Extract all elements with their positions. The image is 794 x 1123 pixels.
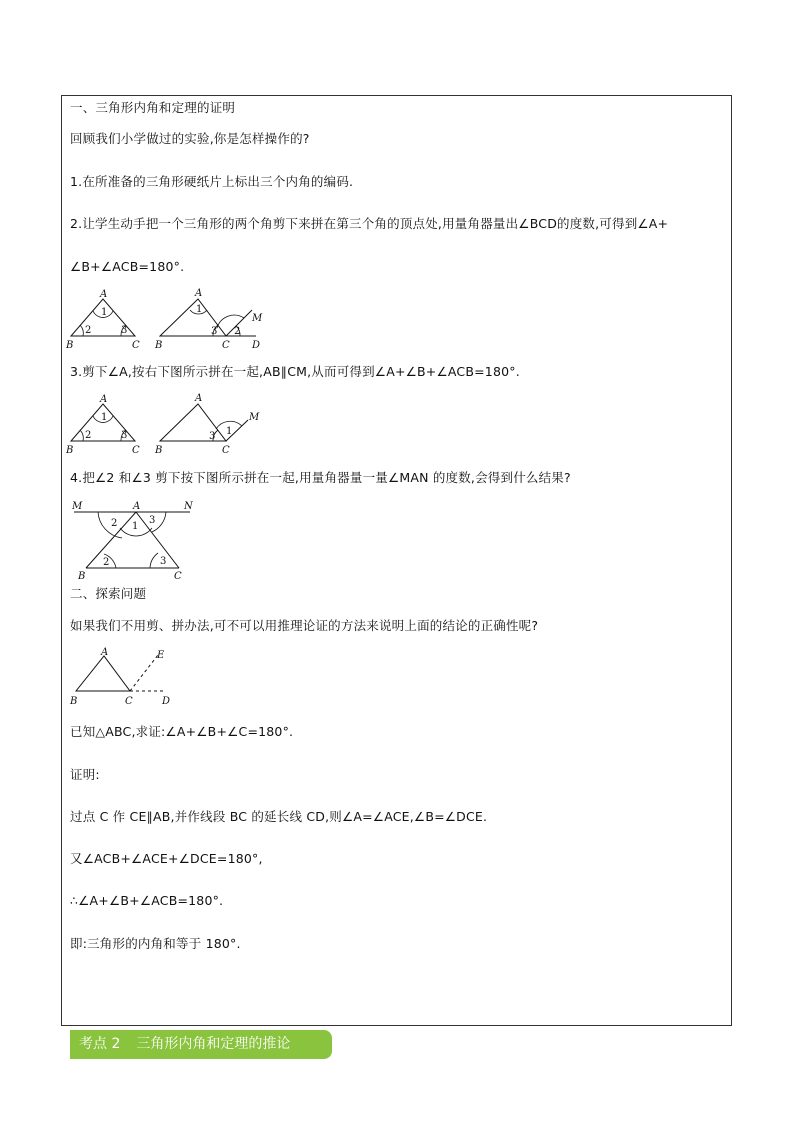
fig2-left-num-1: 1 bbox=[101, 412, 108, 423]
fig2-right-label-M: M bbox=[249, 412, 260, 423]
fig1-left-num-3: 3 bbox=[121, 325, 128, 336]
fig1-right-num-3: 3 bbox=[211, 326, 218, 337]
fig1-left-num-2: 2 bbox=[85, 325, 92, 336]
fig1-right-label-B: B bbox=[155, 340, 163, 351]
fig1-left-label-C: C bbox=[132, 340, 140, 351]
fig2-left-label-C: C bbox=[132, 445, 140, 456]
fig2-right-label-A: A bbox=[195, 393, 203, 404]
question-text: 如果我们不用剪、拼办法,可不可以用推理论证的方法来说明上面的结论的正确性呢? bbox=[70, 618, 539, 633]
fig2-left-label-A: A bbox=[100, 394, 108, 405]
step1-text: 1.在所准备的三角形硬纸片上标出三个内角的编码. bbox=[70, 174, 354, 189]
fig2-left-label-B: B bbox=[66, 445, 74, 456]
fig1-right-label-A: A bbox=[195, 288, 203, 299]
fig1-left-label-B: B bbox=[66, 340, 74, 351]
section-tag bbox=[70, 1030, 332, 1059]
fig3-num-1: 1 bbox=[132, 521, 139, 532]
step3-text: 3.剪下∠A,按右下图所示拼在一起,AB∥CM,从而可得到∠A+∠B+∠ACB=180°. bbox=[70, 364, 520, 379]
figure-4 bbox=[66, 647, 186, 709]
figure-1 bbox=[66, 285, 276, 351]
fig4-label-E: E bbox=[157, 650, 165, 661]
figure-2 bbox=[66, 390, 276, 456]
proof-line-2: 又∠ACB+∠ACE+∠DCE=180°, bbox=[70, 851, 263, 866]
section-tag-title: 三角形内角和定理的推论 bbox=[136, 1036, 291, 1052]
section-tag-number: 考点 2 bbox=[79, 1036, 121, 1052]
given-text: 已知△ABC,求证:∠A+∠B+∠C=180°. bbox=[70, 724, 294, 739]
figure-3 bbox=[66, 498, 206, 582]
step2-line2: ∠B+∠ACB=180°. bbox=[70, 259, 185, 274]
fig1-right-label-D: D bbox=[252, 340, 261, 351]
conclusion-text: 即:三角形的内角和等于 180°. bbox=[70, 936, 241, 951]
fig3-label-B: B bbox=[78, 571, 86, 582]
section2-heading: 二、探索问题 bbox=[70, 586, 147, 601]
fig3-label-N: N bbox=[184, 501, 193, 512]
fig2-left-num-2: 2 bbox=[85, 430, 92, 441]
fig3-num-2-bottom: 2 bbox=[103, 557, 110, 568]
fig3-num-3-bottom: 3 bbox=[160, 556, 167, 567]
fig3-label-C: C bbox=[174, 571, 182, 582]
proof-line-3: ∴∠A+∠B+∠ACB=180°. bbox=[70, 893, 224, 908]
fig4-label-B: B bbox=[70, 696, 78, 707]
fig1-left-num-1: 1 bbox=[101, 307, 108, 318]
fig3-label-A: A bbox=[133, 501, 141, 512]
fig1-right-label-C: C bbox=[222, 340, 230, 351]
proof-line-1: 过点 C 作 CE∥AB,并作线段 BC 的延长线 CD,则∠A=∠ACE,∠B=∠DCE. bbox=[70, 809, 488, 824]
step2-line1: 2.让学生动手把一个三角形的两个角剪下来拼在第三个角的顶点处,用量角器量出∠BCD的度数,可得到∠A+ bbox=[70, 216, 669, 231]
fig4-label-D: D bbox=[162, 696, 171, 707]
fig4-label-C: C bbox=[125, 696, 133, 707]
fig1-right-num-2: 2 bbox=[234, 326, 241, 337]
intro-text: 回顾我们小学做过的实验,你是怎样操作的? bbox=[70, 131, 310, 146]
section1-heading: 一、三角形内角和定理的证明 bbox=[70, 100, 236, 115]
fig2-right-num-3: 3 bbox=[209, 431, 216, 442]
fig2-right-label-B: B bbox=[155, 445, 163, 456]
fig3-num-3-top: 3 bbox=[149, 515, 156, 526]
fig1-right-num-1: 1 bbox=[196, 304, 203, 315]
fig4-label-A: A bbox=[101, 647, 109, 658]
fig1-left-label-A: A bbox=[100, 289, 108, 300]
proof-label: 证明: bbox=[70, 767, 100, 782]
fig2-right-label-C: C bbox=[222, 445, 230, 456]
fig1-right-label-M: M bbox=[252, 313, 263, 324]
fig2-left-num-3: 3 bbox=[121, 430, 128, 441]
fig3-num-2-top: 2 bbox=[111, 518, 118, 529]
step4-text: 4.把∠2 和∠3 剪下按下图所示拼在一起,用量角器量一量∠MAN 的度数,会得到什么结果? bbox=[70, 470, 571, 485]
fig3-label-M: M bbox=[72, 501, 83, 512]
fig2-right-num-1: 1 bbox=[226, 426, 233, 437]
